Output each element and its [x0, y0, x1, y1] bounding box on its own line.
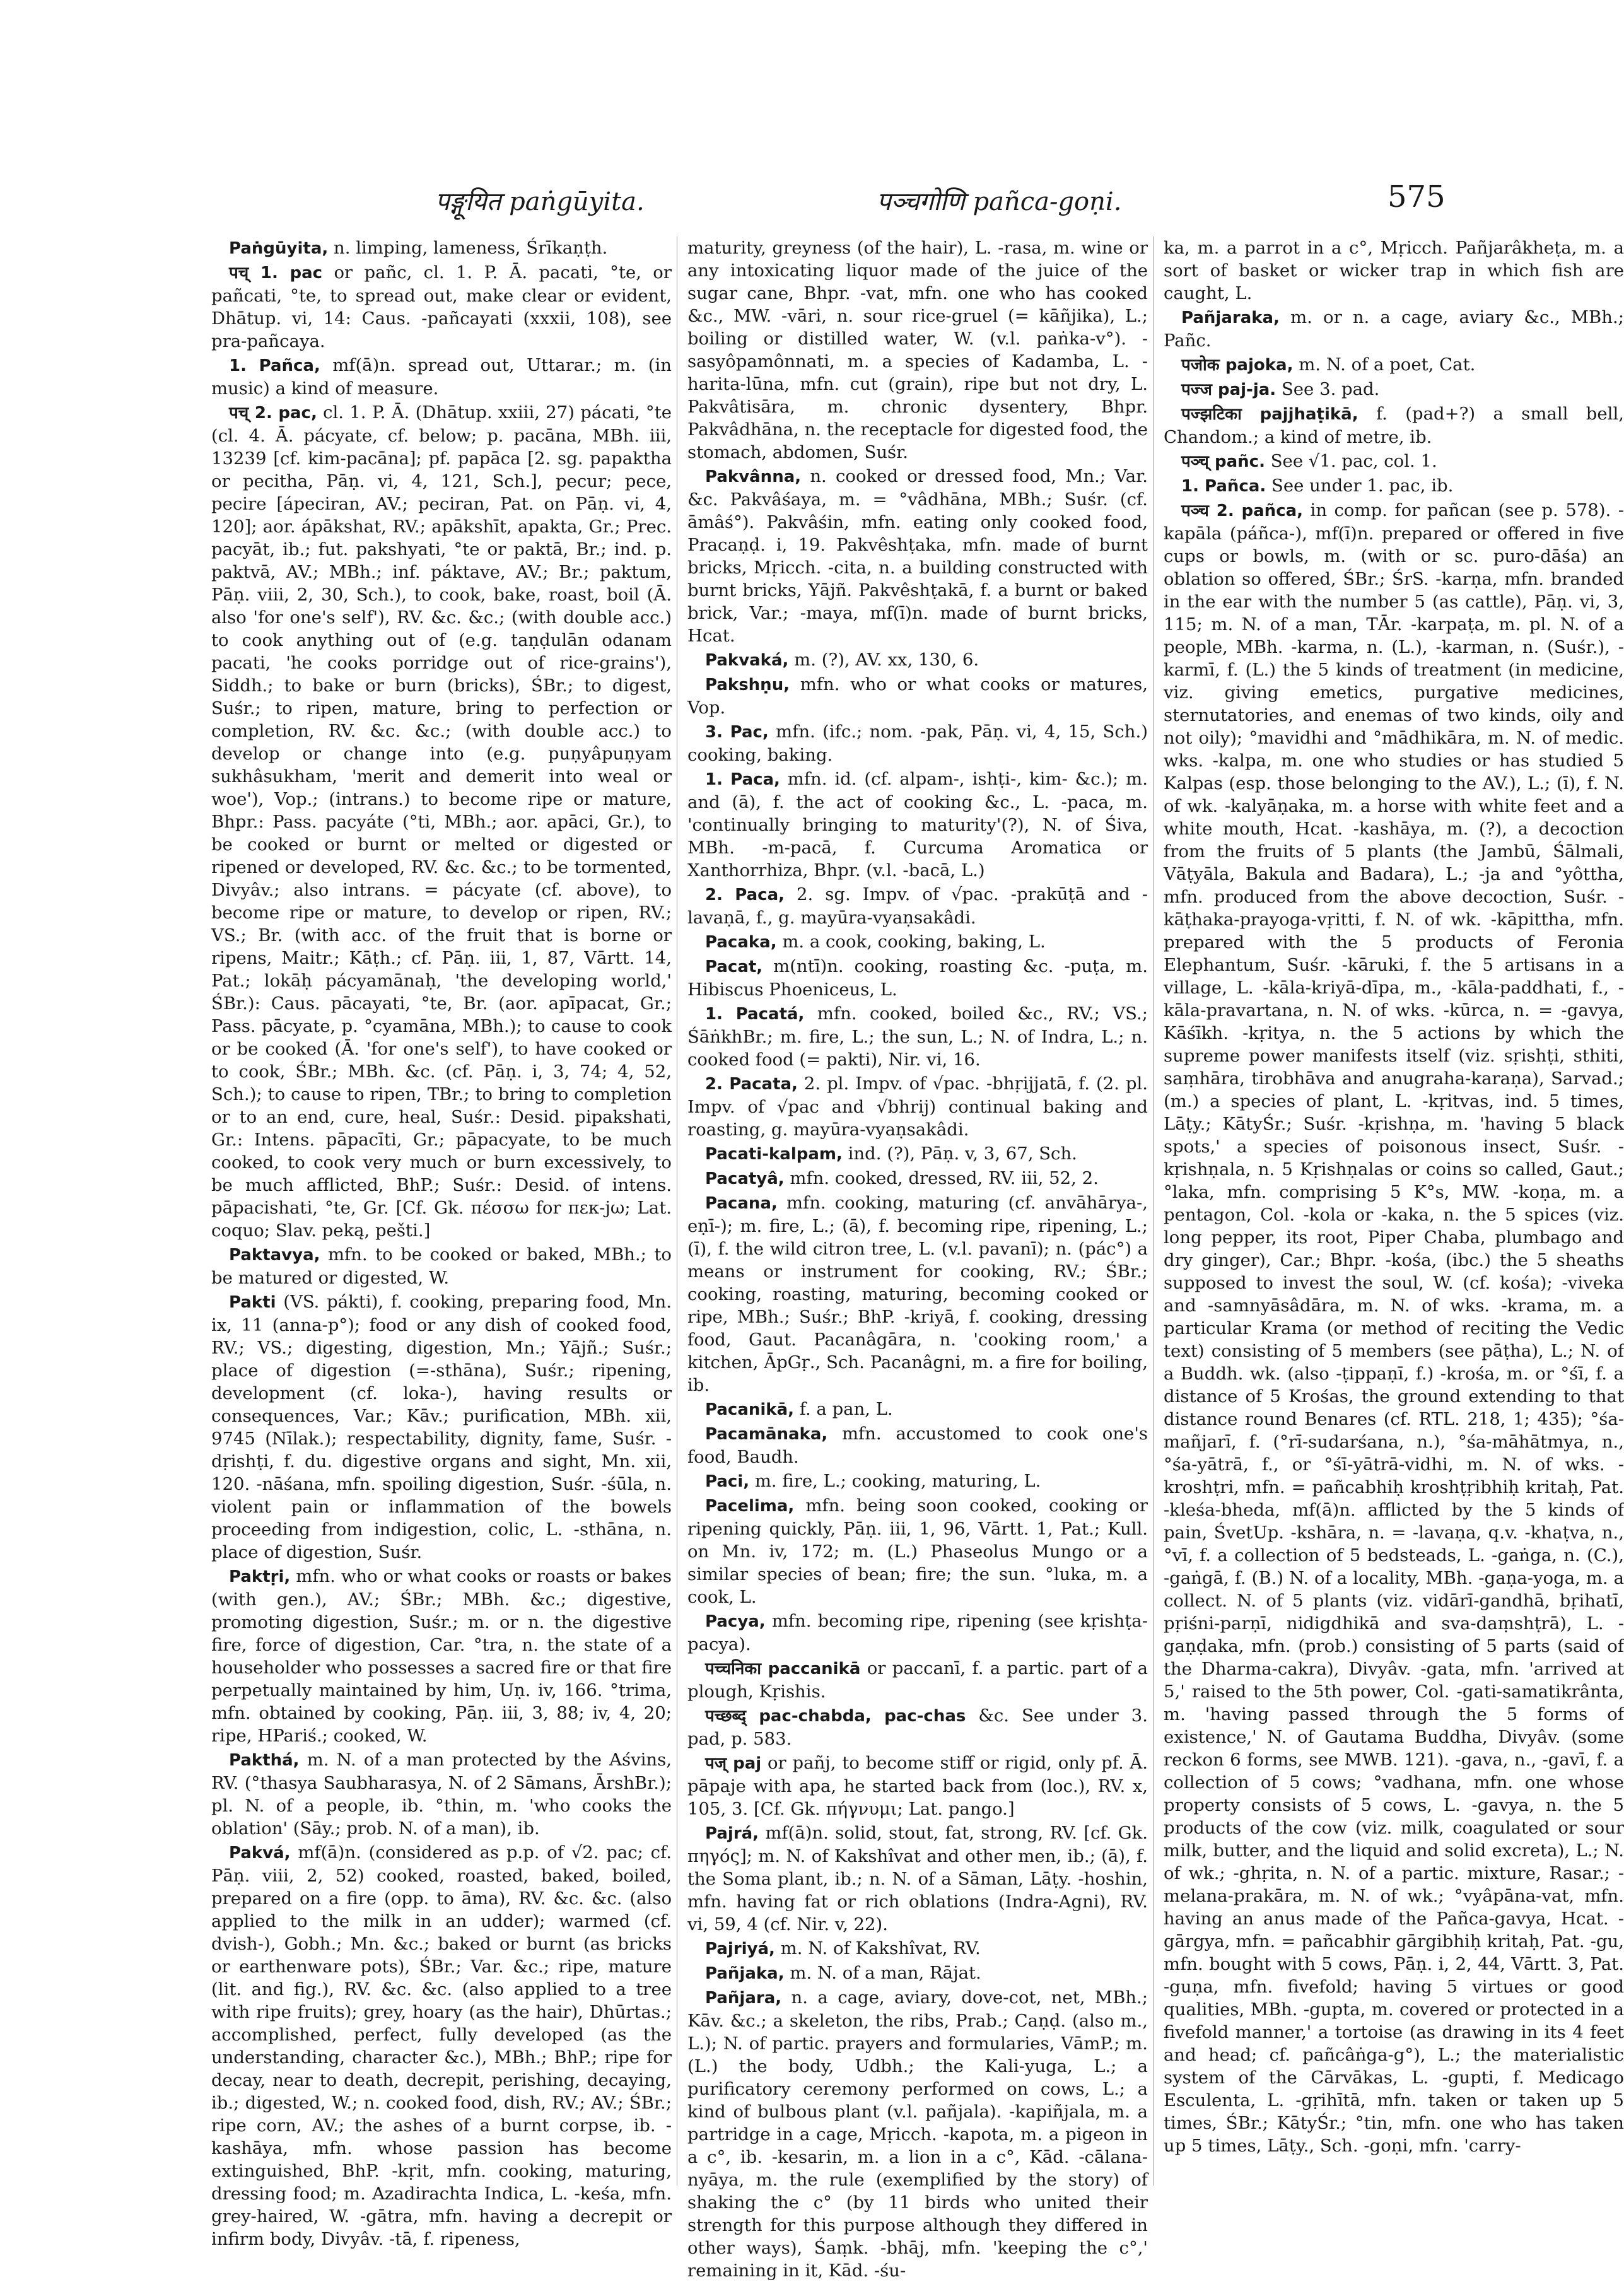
entry-definition: mfn. becoming ripe, ripening (see kṛishṭa-pacya).	[687, 1611, 1148, 1654]
entry-headword: 1. Pacatá,	[705, 1005, 805, 1024]
entry-headword: पज्झटिका pajjhaṭikā,	[1181, 405, 1358, 424]
dictionary-entry	[211, 401, 672, 1242]
dictionary-entry	[1164, 499, 1624, 2157]
dictionary-entry	[211, 354, 672, 400]
dictionary-entry	[687, 465, 1148, 647]
dictionary-entry	[687, 1752, 1148, 1820]
entry-headword: Pacat,	[705, 957, 763, 976]
dictionary-entry	[687, 1704, 1148, 1750]
entry-definition: mfn. to be cooked or baked, MBh.; to be matured or digested, W.	[211, 1244, 672, 1288]
dictionary-entry	[211, 1565, 672, 1747]
dictionary-entry	[211, 1243, 672, 1289]
dictionary-entry	[687, 648, 1148, 672]
dictionary-entry	[211, 261, 672, 353]
entry-headword: Paktṛi,	[229, 1567, 291, 1586]
entry-definition: in comp. for pañcan (see p. 578). -kapāla (páñca-), mf(ī)n. prepared or offered in five cups or bowls, m. (with or sc. puro-dāśa) an oblation so offered, ŚBr.; ŚrS. -karṇa, mfn. branded in the ear with the number 5 (as cattle), Pāṇ. vi, 3, 115; m. N. of a man, TĀr. -karpaṭa, m. pl. N. of a people, MBh. -karma, n. (L.), -karman, n. (Suśr.), -karmī, f. (L.) the 5 kinds of treatment (in medicine, viz. giving emetics, purgative medicines, sternutatories, and enemas of two kinds, oily and not oily); °mavidhi and °mādhikāra, m. N. of medic. wks. -kalpa, m. one who studies or has studied 5 Kalpas (esp. those belonging to the AV.), L.; (ī), f. N. of wk. -kalyāṇaka, m. a horse with white feet and a white mouth, Hcat. -kashāya, m. (?), a decoction from the fruits of 5 plants (the Jambū, Śālmali, Vāṭyāla, Bakula and Badara), L.; -ja and °yôttha, mfn. produced from the above decoction, Suśr. -kāṭhaka-prayoga-vṛitti, f. N. of wk. -kāpittha, mfn. prepared with the 5 products of Feronia Elephantum, Suśr. -kāruki, f. the 5 artisans in a village, L. -kāla-kriyā-dīpa, m., -kāla-paddhati, f., -kāla-pravartana, n. N. of wks. -kūrca, n. = -gavya, Kāśīkh. -kṛitya, n. the 5 actions by which the supreme power manifests itself (viz. sṛishṭi, sthiti, saṃhāra, tirobhāva and anugraha-karaṇa), Sarvad.; (m.) a species of plant, L. -kṛitvas, ind. 5 times, Lāṭy.; KātyŚr.; Suśr. -kṛishṇa, m. 'having 5 black spots,' a species of poisonous insect, Suśr. -kṛishṇala, n. 5 Kṛishṇalas or coins so called, Gaut.; °laka, mfn. comprising 5 K°s, MW. -koṇa, m. a pentagon, Col. -kola or -kaka, n. the 5 spices (viz. long pepper, its root, Piper Chaba, plumbago and dry ginger), Car.; Bhpr. -kośa, (ibc.) the 5 sheaths supposed to invest the soul, W. (cf. kośa); -viveka and -samnyāsâdāra, m. N. of wks. -krama, m. a particular Krama (or method of reciting the Vedic text) consisting of 5 members (see pāṭha), L.; N. of a Buddh. wk. (also -ṭippaṇī, f.) -krośa, m. or °śī, f. a distance of 5 Krośas, the ground extending to that distance round Benares (cf. RTL. 218, 1; 435); °śa-mañjarī, f. (°rī-sudarśana, n.), °śa-māhātmya, n., °śa-yātrā, f., or °śī-yātrā-vidhi, m. N. of wks. -kroshṭri, mfn. = pañcabhiḥ kroshṭṛibhiḥ kritaḥ, Pat. -kleśa-bheda, mf(ā)n. afflicted by the 5 kinds of pain, ŚvetUp. -kshāra, n. = -lavaṇa, q.v. -khaṭva, n., °vī, f. a collection of 5 bedsteads, L. -gaṅga, n. (C.), -gaṅgā, f. (B.) N. of a locality, MBh. -gaṇa-yoga, m. a collect. N. of 5 plants (viz. vidārī-gandhā, bṛihatī, pṛiśni-parṇī, nidigdhikā and sva-daṃshṭrā), L. -gaṇḍaka, mfn. (prob.) consisting of 5 parts (said of the Dharma-cakra), Divyâv. -gata, mfn. 'arrived at 5,' raised to the 5th power, Col. -gati-samatikrânta, m. 'having passed through the 5 forms of existence,' N. of Gautama Buddha, Divyâv. (some reckon 6 forms, see MWB. 121). -gava, n., -gavī, f. a collection of 5 cows; °vadhana, mfn. one whose property consists of 5 cows, L. -gavya, n. the 5 products of the cow (viz. milk, coagulated or sour milk, butter, and the liquid and solid excreta), L.; N. of wk.; -ghṛita, n. N. of a partic. mixture, Rasar.; -melana-prakāra, m. N. of wk.; °vyâpāna-vat, mfn. having an anus made of the Pañca-gavya, Hcat. -gārgya, mfn. = pañcabhir gārgibhiḥ kritaḥ, Pat. -gu, mfn. bought with 5 cows, Pāṇ. i, 2, 44, Vārtt. 3, Pat. -guṇa, mfn. fivefold; having 5 virtues or good qualities, MBh. -gupta, m. covered or protected in a fivefold manner,' a tortoise (as drawing in its 4 feet and head; cf. pañcâṅga-g°), L.; the materialistic system of the Cārvākas, L. -gupti, f. Medicago Esculenta, L. -gṛihītā, mfn. taken or taken up 5 times, ŚBr.; KātyŚr.; °tin, mfn. one who has taken up 5 times, Lāṭy., Sch. -goṇi, mfn. 'carry-	[1164, 500, 1624, 2156]
dictionary-entry	[1164, 237, 1624, 305]
entry-headword: पज्ज paj-ja.	[1181, 380, 1276, 399]
entry-headword: Pacya,	[705, 1612, 766, 1631]
dictionary-entry	[211, 1290, 672, 1564]
entry-headword: Pacana,	[705, 1194, 778, 1213]
entry-headword: पच् 1. pac	[229, 264, 323, 283]
entry-headword: Pañjara,	[705, 1989, 782, 2008]
dictionary-entry	[687, 1610, 1148, 1656]
entry-definition: or pañj, to become stiff or rigid, only pf. Ā. pāpaje with apa, he started back from (loc.), RV. x, 105, 3. [Cf. Gk. πήγνυμι; Lat. pango.]	[687, 1753, 1148, 1819]
column-2	[687, 237, 1148, 2281]
entry-definition: &c. See under 3. pad, p. 583.	[687, 1706, 1148, 1749]
dictionary-entry	[687, 768, 1148, 882]
column-3	[1164, 237, 1624, 2185]
entry-definition: cl. 1. P. Ā. (Dhātup. xxiii, 27) pácati, °te (cl. 4. Ā. pácyate, cf. below; p. pacāna, MBh. iii, 13239 [cf. kim-pacāna]; pf. papāca [2. sg. papaktha or pecitha, Pāṇ. vi, 4, 121, Sch.], pecur; pece, pecire [ápeciran, AV.; peciran, Pat. on Pāṇ. vi, 4, 120]; aor. ápākshat, RV.; apākshīt, apakta, Gr.; Prec. pacyāt, ib.; fut. pakshyati, °te or paktā, Br.; ind. p. paktvā, AV.; MBh.; inf. páktave, AV.; Br.; paktum, Pāṇ. viii, 2, 30, Sch.), to cook, bake, roast, boil (Ā. also 'for one's self'), RV. &c. &c.; (with double acc.) to cook anything out of (e.g. taṇḍulān odanam pacati, 'he cooks porridge out of rice-grains'), Siddh.; to bake or burn (bricks), ŚBr.; to digest, Suśr.; to ripen, mature, bring to perfection or completion, RV. &c. &c.; (with double acc.) to develop or change into (e.g. puṇyâpuṇyam sukhâsukham, 'merit and demerit into weal or woe'), Vop.; (intrans.) to become ripe or mature, Bhpr.: Pass. pacyáte (°ti, MBh.; aor. apāci, Gr.), to be cooked or burnt or melted or digested or ripened or developed, RV. &c. &c.; to be tormented, Divyâv.; also intrans. = pácyate (cf. above), to become ripe or mature, to develop or ripen, RV.; VS.; Br. (with acc. of the fruit that is borne or ripens, Maitr.; Kāṭh.; cf. Pāṇ. iii, 1, 87, Vārtt. 14, Pat.; lokāḥ pácyamānaḥ, 'the developing world,' ŚBr.): Caus. pācayati, °te, Br. (aor. apīpacat, Gr.; Pass. pācyate, p. °cyamāna, MBh.); to cause to cook or be cooked (Ā. 'for one's self'), to have cooked or to cook, ŚBr.; MBh. &c. (cf. Pāṇ. i, 3, 74; 4, 52, Sch.); to cause to ripen, TBr.; to bring to completion or to an end, cure, heal, Suśr.: Desid. pipakshati, Gr.: Intens. pāpacīti, Gr.; pāpacyate, to be much cooked, to cook very much or burn excessively, to be much afflicted, BhP.; Suśr.: Desid. of intens. pāpacishati, °te, Gr. [Cf. Gk. πέσσω for πεκ-jω; Lat. coquo; Slav. peką, pešti.]	[211, 402, 672, 1241]
dictionary-entry	[687, 1142, 1148, 1166]
right-running-head: पञ्चगोणि pañca-goṇi.	[877, 187, 1122, 216]
entry-headword: Pakti	[229, 1293, 276, 1312]
entry-definition: mf(ā)n. spread out, Uttarar.; m. (in music) a kind of measure.	[211, 355, 672, 399]
entry-definition: mf(ā)n. solid, stout, fat, strong, RV. [cf. Gk. πηγός]; m. N. of Kakshîvat and other men, ib.; (ā), f. the Soma plant, ib.; n. N. of a Sāman, Lāṭy. -hoshin, mfn. having fat or rich oblations (Indra-Agni), RV. vi, 59, 4 (cf. Nir. v, 22).	[687, 1823, 1148, 1934]
entry-headword: पजोक pajoka,	[1181, 356, 1294, 375]
entry-definition: mfn. accustomed to cook one's food, Baudh.	[687, 1424, 1148, 1467]
dictionary-entry	[687, 720, 1148, 766]
dictionary-entry	[687, 1494, 1148, 1608]
entry-headword: Pakvá,	[229, 1844, 291, 1863]
entry-headword: 3. Pac,	[705, 723, 769, 742]
column-rule-2	[1153, 237, 1154, 2185]
dictionary-entry	[211, 1841, 672, 2250]
entry-headword: पच्छब्द् pac-chabda, pac-chas	[705, 1707, 966, 1726]
dictionary-entry	[687, 955, 1148, 1001]
dictionary-entry	[1164, 353, 1624, 377]
entry-definition: m. fire, L.; cooking, maturing, L.	[754, 1471, 1041, 1491]
entry-headword: 1. Paca,	[705, 770, 780, 789]
entry-definition: mf(ā)n. (considered as p.p. of √2. pac; cf. Pāṇ. viii, 2, 52) cooked, roasted, baked, boiled, prepared on a fire (opp. to āma), RV. &c. &c. (also applied to the milk in an udder); warmed (cf. dvish-), Gobh.; Mn. &c.; baked or burnt (as bricks or earthenware pots), ŚBr.; Var. &c.; ripe, mature (lit. and fig.), RV. &c. &c. (also applied to a tree with ripe fruits); grey, hoary (as the hair), Dhūrtas.; accomplished, perfect, fully developed (as the understanding, character &c.), MBh.; BhP.; ripe for decay, near to death, decrepit, perishing, decaying, ib.; digested, W.; n. cooked food, dish, RV.; AV.; ŚBr.; ripe corn, AV.; the ashes of a burnt corpse, ib. -kashāya, mfn. whose passion has become extinguished, BhP. -kṛit, mfn. cooking, maturing, dressing food; m. Azadirachta Indica, L. -keśa, mfn. grey-haired, W. -gātra, mfn. having a decrepit or infirm body, Divyâv. -tā, f. ripeness,	[211, 1842, 672, 2249]
dictionary-entry	[211, 1748, 672, 1840]
entry-definition: n. a cage, aviary, dove-cot, net, MBh.; Kāv. &c.; a skeleton, the ribs, Prab.; Caṇḍ. (also m., L.); N. of partic. prayers and formularies, VāmP.; m. (L.) the body, Udbh.; the Kali-yuga, L.; a purificatory ceremony performed on cows, L.; a kind of bulbous plant (v.l. pañjala). -kapiñjala, m. a partridge in a cage, Mṛicch. -kapota, m. a pigeon in a c°, ib. -kesarin, m. a lion in a c°, Kād. -cālana-nyāya, m. the rule (exemplified by the story) of shaking the c° (by 11 birds who united their strength for this purpose although they differed in other ways), Śaṃk. -bhāj, mfn. 'keeping the c°,' remaining in it, Kād. -śu-	[687, 1987, 1148, 2281]
dictionary-entry	[687, 1657, 1148, 1703]
entry-headword: Pacati-kalpam,	[705, 1145, 843, 1164]
dictionary-entry	[687, 1822, 1148, 1936]
entry-definition: or pañc, cl. 1. P. Ā. pacati, °te, or pañcati, °te, to spread out, make clear or evident, Dhātup. vi, 14: Caus. -pañcayati (xxxii, 108), see pra-pañcaya.	[211, 262, 672, 351]
entry-headword: पच् 2. pac,	[229, 404, 317, 423]
entry-headword: Pakvaká,	[705, 651, 789, 670]
dictionary-entry	[687, 1962, 1148, 1985]
entry-definition: mfn. who or what cooks or roasts or bakes (with gen.), AV.; ŚBr.; MBh. &c.; digestive, promoting digestion, Suśr.; m. or n. the digestive fire, force of digestion, Car. °tra, n. the state of a householder who possesses a sacred fire or that fire perpetually maintained by him, Uṇ. iv, 166. °trima, mfn. obtained by cooking, Pāṇ. iii, 3, 88; iv, 4, 20; ripe, HPariś.; cooked, W.	[211, 1566, 672, 1746]
entry-headword: Pacaka,	[705, 933, 777, 952]
entry-definition: m. N. of a man, Rājat.	[790, 1963, 981, 1983]
dictionary-entry	[687, 1398, 1148, 1421]
entry-headword: पञ्च् pañc.	[1181, 452, 1265, 471]
entry-definition: m. (?), AV. xx, 130, 6.	[794, 650, 979, 670]
entry-definition: mfn. being soon cooked, cooking or ripening quickly, Pāṇ. iii, 1, 96, Vārtt. 1, Pat.; Kull. on Mn. iv, 172; m. (L.) Phaseolus Mungo or a similar species of bean; fire; the sun. °luka, m. a cook, L.	[687, 1495, 1148, 1607]
entry-headword: Pañjaka,	[705, 1964, 785, 1983]
left-running-head: पङ्गूयित paṅgūyita.	[435, 187, 645, 216]
dictionary-entry	[211, 237, 672, 260]
entry-definition: f. a pan, L.	[799, 1399, 893, 1419]
entry-definition: mfn. id. (cf. alpam-, ishṭi-, kim- &c.); m. and (ā), f. the act of cooking &c., L. -paca, m. 'continually bringing to maturity'(?), N. of Śiva, MBh. -m-pacā, f. Curcuma Aromatica or Xanthorrhiza, Bhpr. (v.l. -bacā, L.)	[687, 769, 1148, 881]
page-header	[0, 179, 1561, 227]
entry-headword: पज् paj	[705, 1754, 762, 1773]
entry-definition: m. N. of a poet, Cat.	[1299, 354, 1476, 375]
entry-definition: maturity, greyness (of the hair), L. -rasa, m. wine or any intoxicating liquor made of the juice of the sugar cane, Bhpr. -vat, mfn. one who has cooked &c., MW. -vāri, n. sour rice-gruel (= kāñjika), L.; boiling or distilled water, W. (v.l. paṅka-v°). -sasyôpamônnati, m. a species of Kadamba, L. -harita-lūna, mfn. cut (grain), ripe but not dry, L. Pakvâtisāra, m. chronic dysentery, Bhpr. Pakvâdhāna, n. the receptacle for digested food, the stomach, abdomen, Suśr.	[687, 238, 1148, 462]
entry-definition: mfn. cooked, dressed, RV. iii, 52, 2.	[790, 1168, 1099, 1188]
dictionary-entry	[687, 1167, 1148, 1190]
entry-definition: ind. (?), Pāṇ. v, 3, 67, Sch.	[848, 1144, 1077, 1164]
entry-headword: Paktavya,	[229, 1246, 320, 1265]
dictionary-entry	[1164, 378, 1624, 401]
dictionary-entry	[687, 1937, 1148, 1960]
dictionary-entry	[687, 237, 1148, 464]
entry-definition: m. or n. a cage, aviary &c., MBh.; Pañc.	[1164, 307, 1624, 351]
entry-definition: ka, m. a parrot in a c°, Mṛicch. Pañjarâkheṭa, m. a sort of basket or wicker trap in which fish are caught, L.	[1164, 238, 1624, 303]
dictionary-entry	[687, 1002, 1148, 1071]
entry-headword: 1. Pañca,	[229, 356, 320, 375]
entry-definition: n. cooked or dressed food, Mn.; Var. &c. Pakvâśaya, m. = °vâdhāna, MBh.; Suśr. (cf. āmâś°). Pakvâśin, mfn. eating only cooked food, Pracaṇḍ. i, 19. Pakvêshṭaka, mfn. made of burnt bricks, Mṛicch. -cita, n. a building constructed with burnt bricks, Yājñ. Pakvêshṭakā, f. a burnt or baked brick, Var.; -maya, mf(ī)n. made of burnt bricks, Hcat.	[687, 466, 1148, 646]
dictionary-entry	[1164, 402, 1624, 448]
entry-headword: Pacanikā,	[705, 1400, 794, 1419]
entry-headword: Paci,	[705, 1472, 750, 1491]
entry-headword: Pacelima,	[705, 1497, 795, 1516]
entry-headword: पच्चनिका paccanikā	[705, 1659, 861, 1678]
entry-definition: See √1. pac, col. 1.	[1270, 451, 1437, 471]
entry-definition: m. a cook, cooking, baking, L.	[782, 932, 1046, 952]
entry-definition: m. N. of Kakshîvat, RV.	[780, 1938, 981, 1958]
dictionary-entry	[1164, 450, 1624, 473]
entry-definition: See 3. pad.	[1281, 379, 1380, 399]
dictionary-entry	[687, 883, 1148, 929]
dictionary-entry	[687, 1422, 1148, 1468]
dictionary-entry	[687, 1072, 1148, 1141]
entry-headword: 2. Pacata,	[705, 1075, 798, 1094]
entry-headword: 1. Pañca.	[1181, 477, 1266, 496]
entry-definition: f. (pad+?) a small bell, Chandom.; a kind of metre, ib.	[1164, 404, 1624, 447]
entry-headword: Pakvânna,	[705, 467, 802, 486]
entry-headword: Pajrá,	[705, 1824, 759, 1843]
entry-definition: 2. pl. Impv. of √pac. -bhṛijjatā, f. (2. pl. Impv. of √pac and √bhrij) continual baking and roasting, g. mayūra-vyaṇsakâdi.	[687, 1074, 1148, 1140]
entry-headword: पञ्च 2. pañca,	[1181, 501, 1304, 520]
entry-definition: mfn. cooked, boiled &c., RV.; VS.; ŚāṅkhBr.; m. fire, L.; the sun, L.; N. of Indra, L.; n. cooked food (= pakti), Nir. vi, 16.	[687, 1003, 1148, 1070]
dictionary-entry	[1164, 474, 1624, 498]
entry-definition: See under 1. pac, ib.	[1271, 476, 1454, 496]
entry-definition: mfn. cooking, maturing (cf. anvāhārya-, eṇī-); m. fire, L.; (ā), f. becoming ripe, ripening, L.; (ī), f. the wild citron tree, L. (v.l. pavanī); n. (pác°) a means or instrument for cooking, RV.; ŚBr.; cooking, roasting, maturing, becoming cooked or ripe, MBh.; Suśr.; BhP. -kriyā, f. cooking, dressing food, Gaut. Pacanâgāra, n. 'cooking room,' a kitchen, ĀpGṛ., Sch. Pacanâgni, m. a fire for boiling, ib.	[687, 1193, 1148, 1395]
dictionary-entry	[687, 1986, 1148, 2282]
entry-definition: n. limping, lameness, Śrīkaṇṭh.	[334, 238, 608, 258]
entry-headword: 2. Paca,	[705, 886, 785, 904]
page-number: 575	[1387, 179, 1446, 214]
entry-definition: (VS. pákti), f. cooking, preparing food, Mn. ix, 11 (anna-p°); food or any dish of cooked food, RV.; VS.; digesting, digestion, Mn.; Yājñ.; Suśr.; place of digestion (=-sthāna), Suśr.; ripening, development (cf. loka-), having results or consequences, Var.; Kāv.; purification, MBh. xii, 9745 (Nīlak.); respectability, dignity, fame, Suśr. -dṛishṭi, f. du. digestive organs and sight, Mn. xii, 120. -nāśana, mfn. spoiling digestion, Suśr. -śūla, n. violent pain or inflammation of the bowels proceeding from indigestion, colic, L. -sthāna, n. place of digestion, Suśr.	[211, 1292, 672, 1562]
entry-headword: Pañjaraka,	[1181, 308, 1280, 327]
entry-headword: Paṅgūyita,	[229, 239, 329, 258]
entry-headword: Pakthá,	[229, 1751, 300, 1770]
column-1	[211, 237, 672, 2249]
dictionary-entry	[687, 1470, 1148, 1493]
entry-headword: Pacamānaka,	[705, 1425, 828, 1444]
entry-definition: 2. sg. Impv. of √pac. -prakūṭā and -lavaṇā, f., g. mayūra-vyaṇsakâdi.	[687, 884, 1148, 928]
entry-definition: or paccanī, f. a partic. part of a plough, Kṛishis.	[687, 1658, 1148, 1702]
entry-definition: mfn. (ifc.; nom. -pak, Pāṇ. vi, 4, 15, Sch.) cooking, baking.	[687, 722, 1148, 765]
entry-headword: Pajriyá,	[705, 1940, 775, 1958]
entry-headword: Pakshṇu,	[705, 676, 790, 694]
dictionary-entry	[687, 930, 1148, 954]
entry-definition: mfn. who or what cooks or matures, Vop.	[687, 674, 1148, 718]
entry-headword: Pacatyâ,	[705, 1169, 785, 1188]
dictionary-entry	[687, 1191, 1148, 1396]
dictionary-entry	[687, 673, 1148, 719]
entry-definition: m. N. of a man protected by the Aśvins, RV. (°thasya Saubharasya, N. of 2 Sāmans, ĀrshBr.); pl. N. of a people, ib. °thin, m. 'who cooks the oblation' (Sāy.; prob. N. of a man), ib.	[211, 1750, 672, 1839]
dictionary-entry	[1164, 306, 1624, 352]
entry-definition: m(ntī)n. cooking, roasting &c. -puṭa, m. Hibiscus Phoeniceus, L.	[687, 956, 1148, 1000]
